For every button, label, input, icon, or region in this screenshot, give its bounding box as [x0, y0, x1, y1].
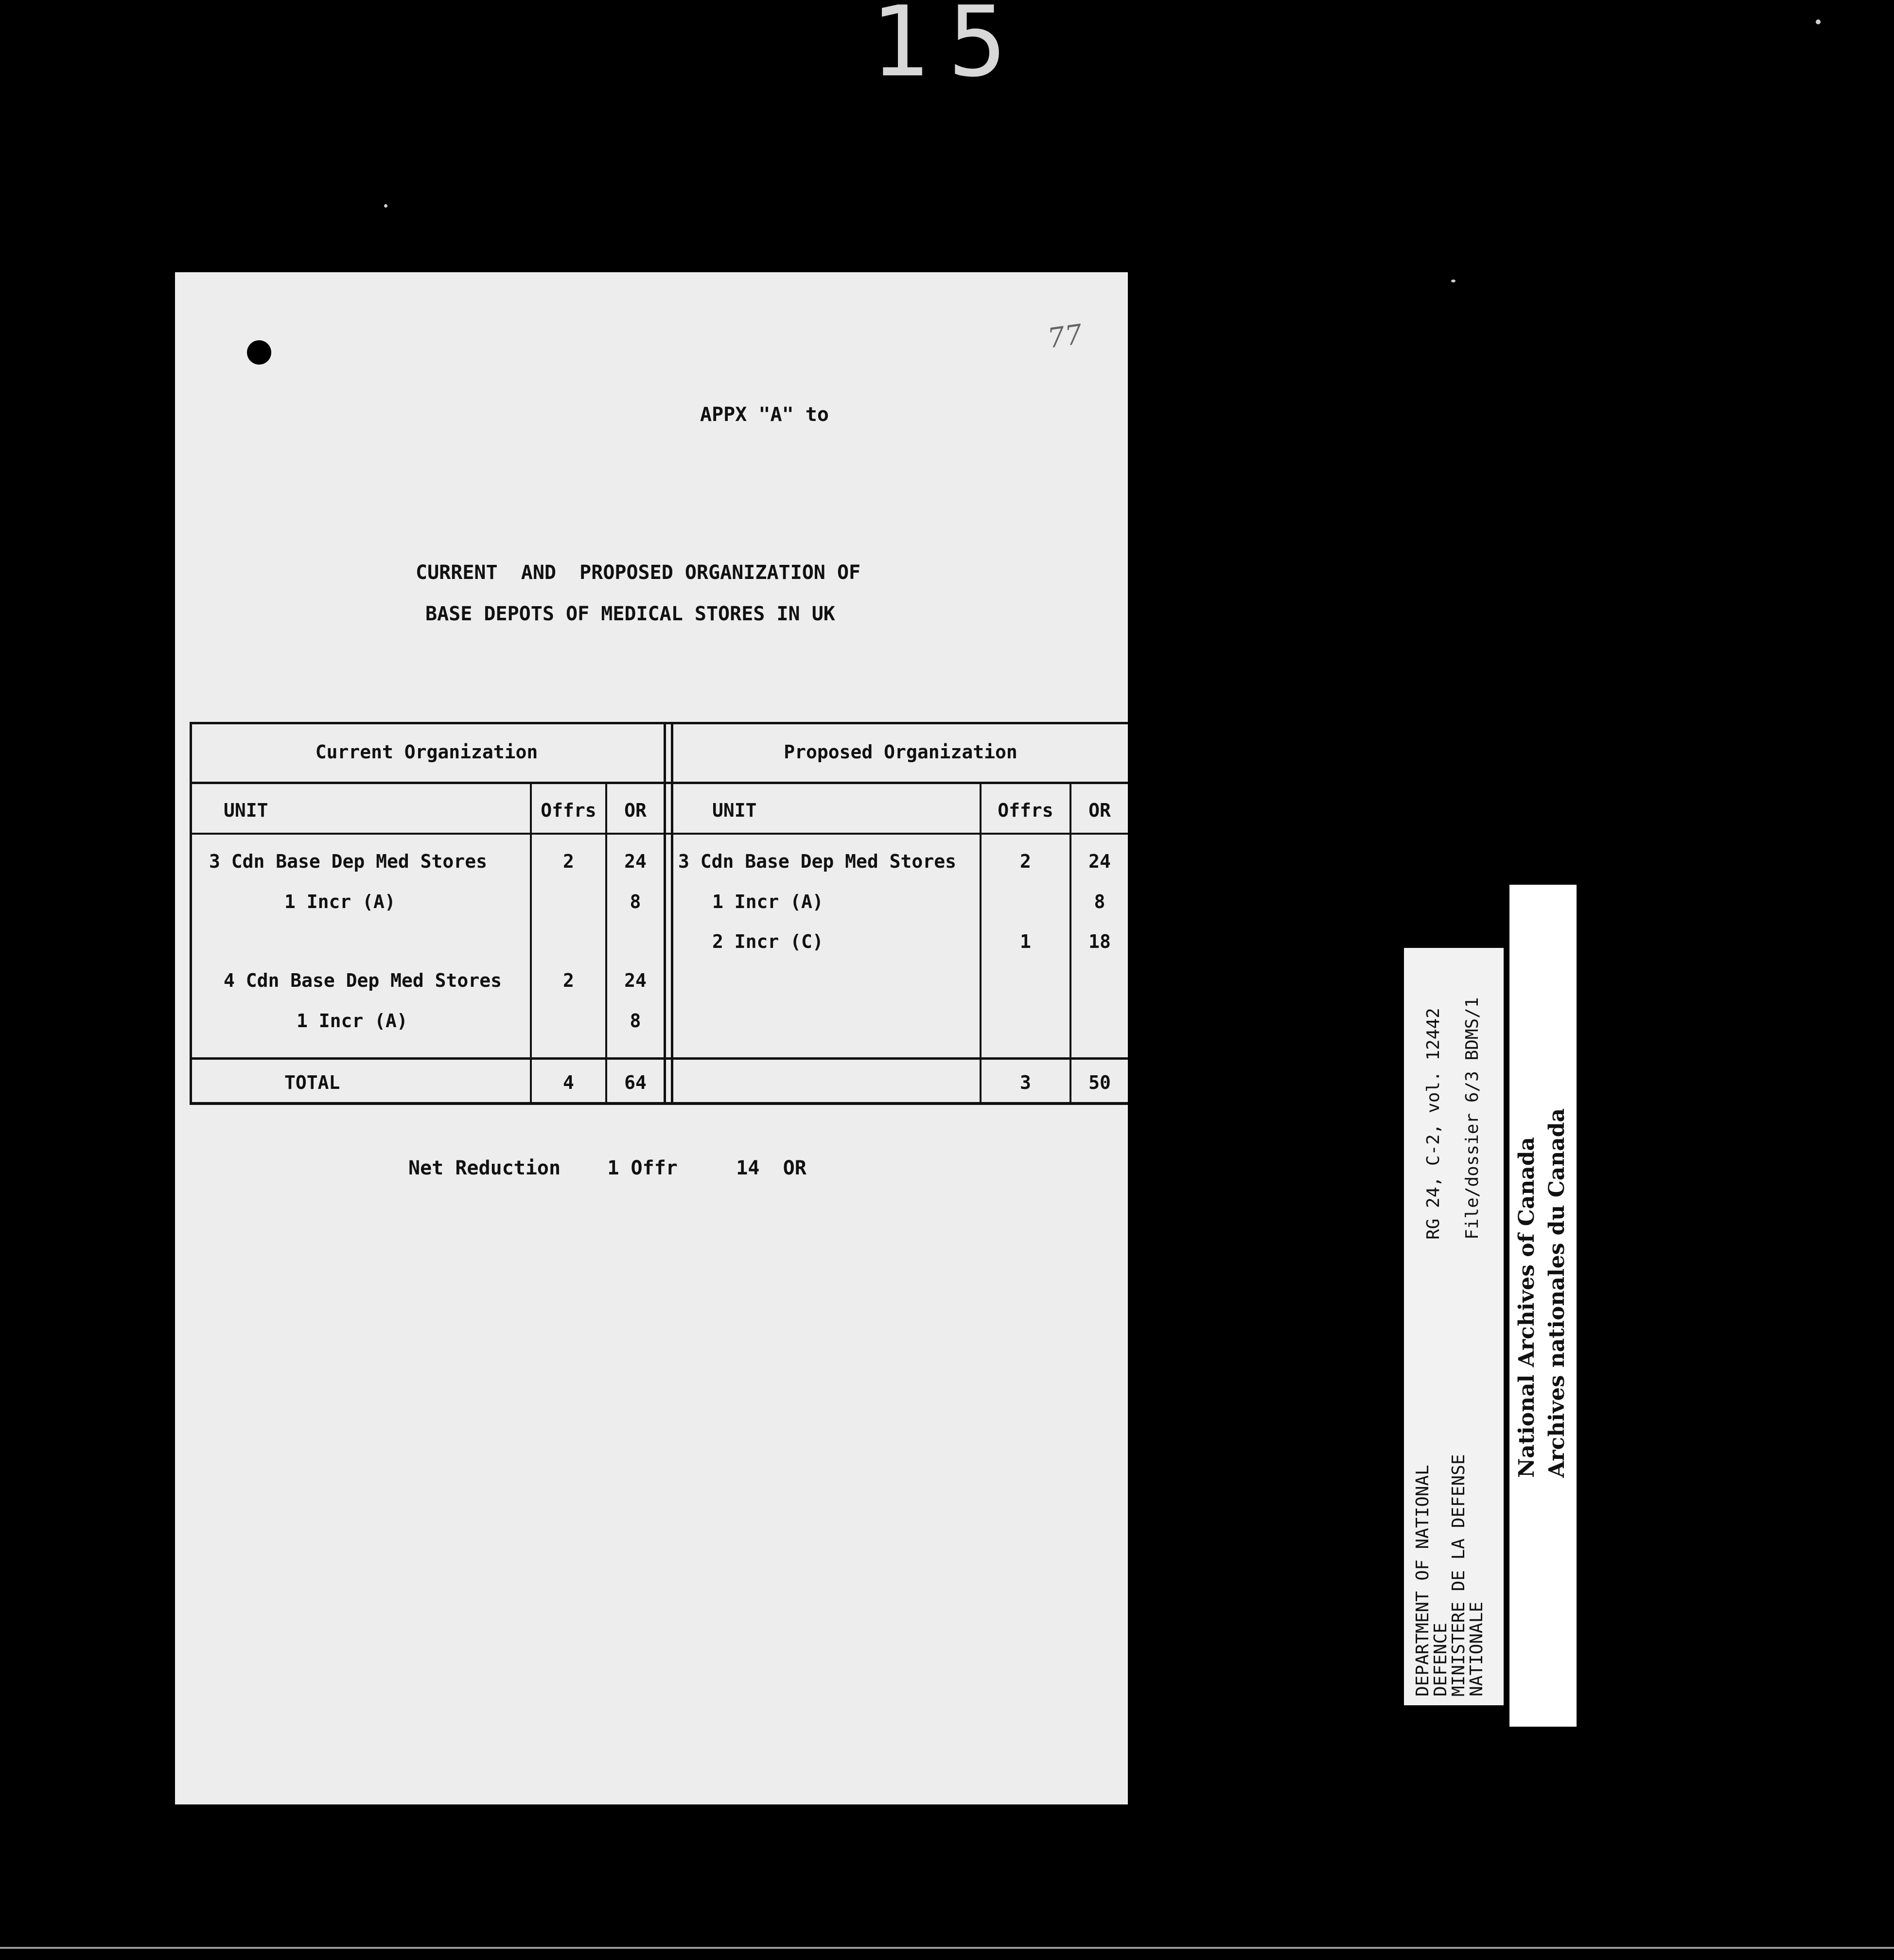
- table-rule: [671, 722, 673, 1105]
- current-or-cell: 24: [624, 851, 647, 872]
- table-rule: [190, 722, 1128, 724]
- proposed-unit-cell: 2 Incr (C): [712, 931, 824, 952]
- current-offrs-cell: 2: [563, 851, 574, 872]
- current-unit-header: UNIT: [224, 800, 268, 821]
- current-total-or: 64: [624, 1072, 647, 1093]
- proposed-unit-header: UNIT: [712, 800, 757, 821]
- proposed-organization-heading: Proposed Organization: [784, 741, 1017, 763]
- current-or-cell: 24: [624, 970, 647, 991]
- organization-table: [190, 722, 1128, 1106]
- proposed-or-cell: 24: [1088, 851, 1111, 872]
- total-label: TOTAL: [284, 1072, 340, 1093]
- proposed-total-offrs: 3: [1020, 1072, 1031, 1093]
- archive-dept-line: NATIONALE: [1467, 1601, 1487, 1697]
- table-rule: [190, 1102, 1128, 1105]
- current-unit-cell: 1 Incr (A): [297, 1010, 408, 1032]
- proposed-unit-cell: 1 Incr (A): [712, 891, 824, 912]
- handwritten-page-number: 77: [1045, 318, 1085, 355]
- document-title-line2: BASE DEPOTS OF MEDICAL STORES IN UK: [425, 603, 835, 625]
- archive-dept-line: DEPARTMENT OF NATIONAL: [1413, 1465, 1433, 1697]
- document-page: [175, 272, 1128, 1804]
- archive-dept-line: DEFENCE: [1431, 1623, 1451, 1697]
- proposed-offrs-cell: 2: [1020, 851, 1031, 872]
- archive-reference-label: [1404, 948, 1504, 1705]
- archive-ref-line: File/dossier 6/3 BDMS/1: [1462, 997, 1482, 1240]
- current-or-cell: 8: [630, 1010, 641, 1032]
- current-organization-heading: Current Organization: [315, 741, 538, 763]
- table-rule: [605, 784, 607, 1105]
- current-or-cell: 8: [630, 891, 641, 912]
- current-or-header: OR: [624, 800, 647, 821]
- table-rule: [530, 784, 532, 1105]
- table-rule: [190, 833, 1128, 835]
- table-rule: [190, 782, 1128, 784]
- table-rule: [190, 1057, 1128, 1060]
- archive-ref-line: RG 24, C-2, vol. 12442: [1423, 1008, 1443, 1240]
- proposed-unit-cell: 3 Cdn Base Dep Med Stores: [678, 851, 956, 872]
- proposed-or-header: OR: [1088, 800, 1111, 821]
- current-unit-cell: 1 Incr (A): [284, 891, 396, 912]
- punch-hole: [247, 340, 271, 365]
- proposed-or-cell: 18: [1088, 931, 1111, 952]
- proposed-offrs-cell: 1: [1020, 931, 1031, 952]
- current-offrs-header: Offrs: [541, 800, 596, 821]
- film-speck: [384, 204, 387, 208]
- film-speck: [1451, 280, 1456, 282]
- document-title-line1: CURRENT AND PROPOSED ORGANIZATION OF: [416, 561, 861, 584]
- nac-name-fr: Archives nationales du Canada: [1544, 1108, 1569, 1478]
- proposed-or-cell: 8: [1094, 891, 1105, 912]
- table-rule: [190, 722, 192, 1105]
- current-total-offrs: 4: [563, 1072, 574, 1093]
- proposed-total-or: 50: [1088, 1072, 1111, 1093]
- current-unit-cell: 3 Cdn Base Dep Med Stores: [209, 851, 487, 872]
- table-rule: [664, 722, 666, 1105]
- archive-dept-line: MINISTERE DE LA DEFENSE: [1449, 1454, 1469, 1697]
- film-edge-rule: [0, 1947, 1894, 1949]
- nac-name-en: National Archives of Canada: [1514, 1137, 1539, 1478]
- frame-number: 15: [870, 0, 1026, 99]
- net-reduction-line: Net Reduction 1 Offr 14 OR: [408, 1157, 807, 1179]
- appendix-heading: APPX "A" to: [700, 403, 829, 426]
- proposed-offrs-header: Offrs: [998, 800, 1053, 821]
- film-speck: [1816, 19, 1821, 24]
- national-archives-label: [1509, 885, 1577, 1727]
- current-unit-cell: 4 Cdn Base Dep Med Stores: [224, 970, 502, 991]
- current-offrs-cell: 2: [563, 970, 574, 991]
